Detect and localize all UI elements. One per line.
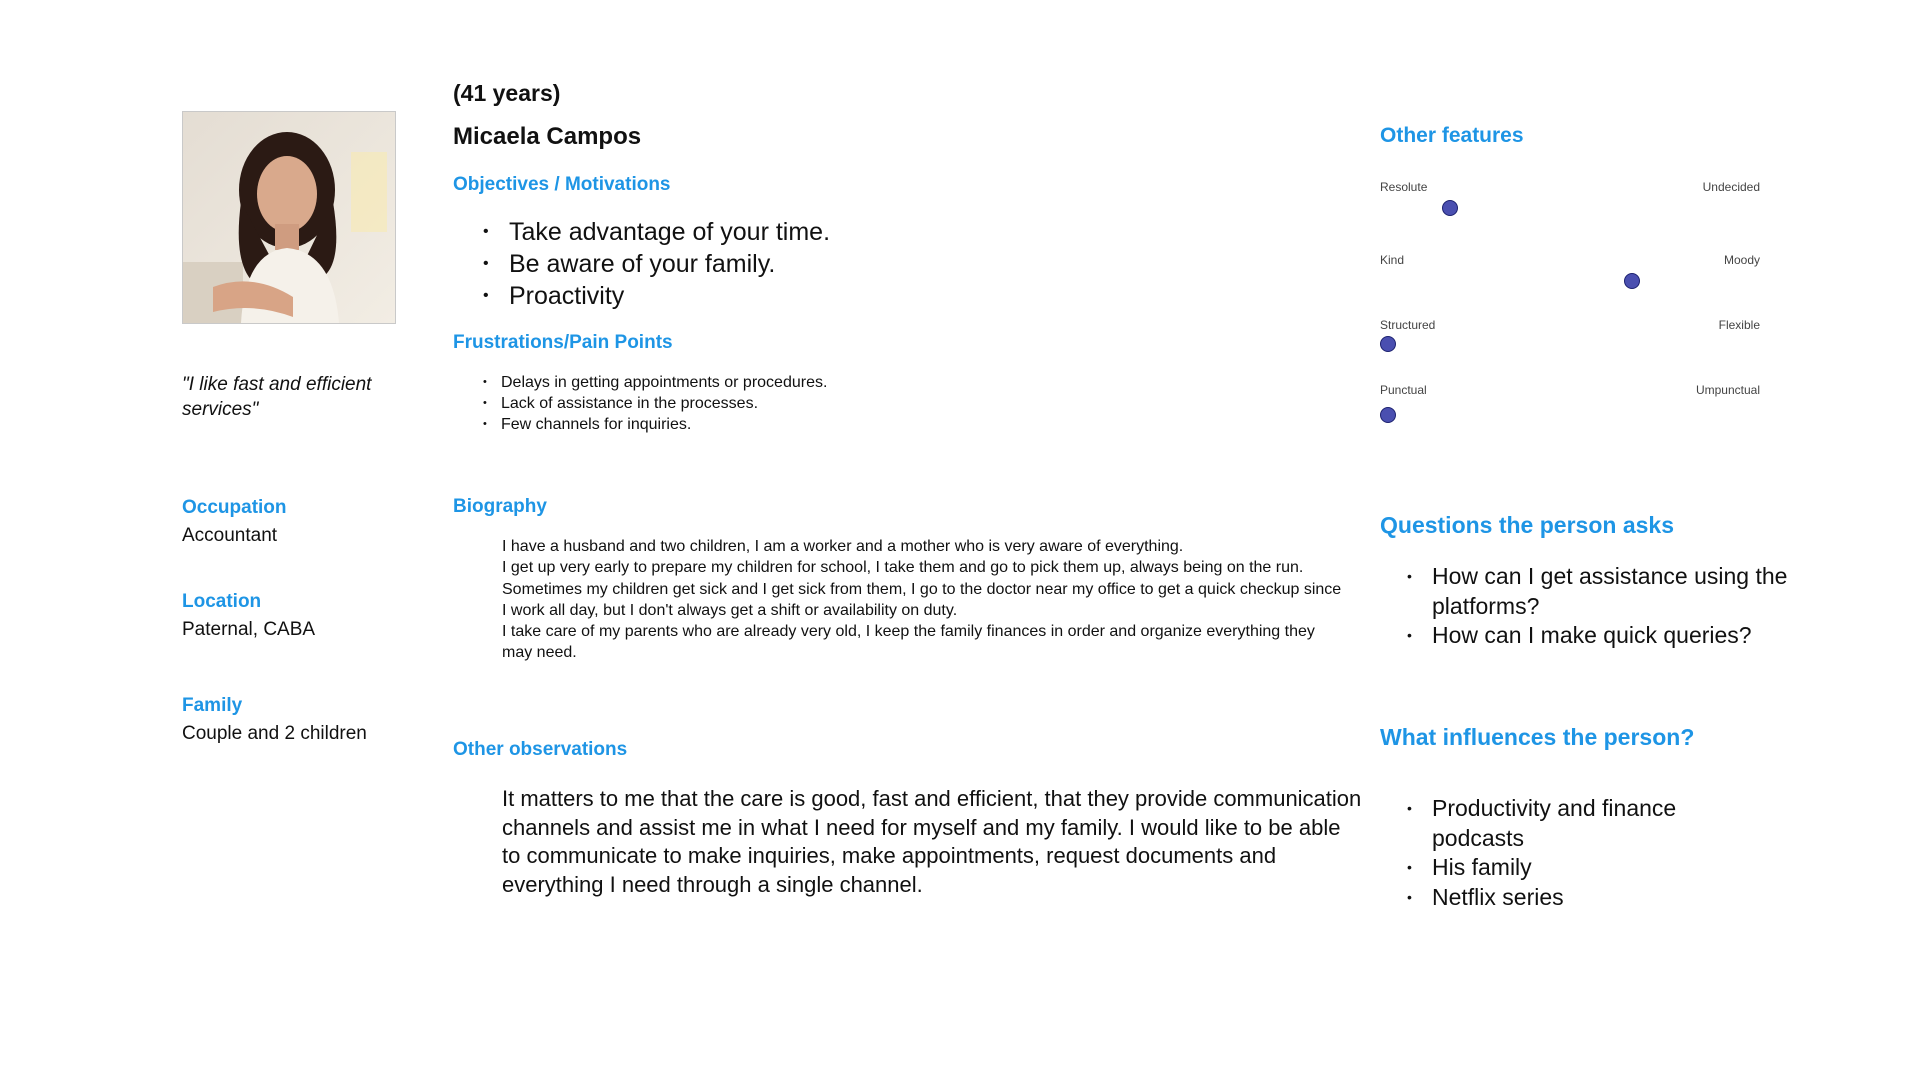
location-label: Location [182, 591, 262, 612]
trait-marker [1380, 407, 1396, 423]
trait-right-label: Flexible [1718, 318, 1760, 332]
list-item: • Proactivity [481, 280, 830, 312]
objectives-heading: Objectives / Motivations [453, 174, 671, 195]
occupation-value: Accountant [182, 525, 278, 546]
trait-left-label: Punctual [1380, 383, 1427, 397]
trait-marker [1624, 273, 1640, 289]
location-value: Paternal, CABA [182, 619, 316, 640]
list-item: • Delays in getting appointments or procedures. [481, 372, 827, 393]
trait-marker [1380, 336, 1396, 352]
list-item: • Netflix series [1405, 883, 1735, 913]
objectives-list [481, 216, 830, 312]
biography-paragraph: I have a husband and two children, I am a worker and a mother who is very aware of everything. [502, 538, 1184, 555]
trait-slider [1380, 180, 1760, 230]
list-item: • Be aware of your family. [481, 248, 830, 280]
occupation-label: Occupation [182, 497, 287, 518]
list-item: • His family [1405, 853, 1735, 883]
trait-slider [1380, 383, 1760, 433]
biography-paragraph: I take care of my parents who are already very old, I keep the family finances in order and organize everything they may need. [502, 623, 1315, 662]
trait-slider [1380, 253, 1760, 303]
person-portrait-icon [183, 112, 395, 323]
list-item: • Few channels for inquiries. [481, 414, 827, 435]
persona-age: (41 years) [453, 80, 561, 106]
list-item: • How can I make quick queries? [1405, 621, 1795, 651]
frustrations-heading: Frustrations/Pain Points [453, 332, 673, 353]
persona-name: Micaela Campos [453, 123, 642, 150]
list-item: • Take advantage of your time. [481, 216, 830, 248]
trait-right-label: Umpunctual [1695, 383, 1760, 397]
persona-quote: "I like fast and efficient services" [182, 374, 372, 420]
biography-text [502, 536, 1342, 664]
trait-left-label: Structured [1380, 318, 1436, 332]
biography-paragraph: I get up very early to prepare my children for school, I take them and go to pick them up, always being on the run. Sometimes my children get sick and I get sick from them, I go to the doctor near my office to get a quick checkup since I work all day, but I don't always get a shift or availability on duty. [502, 559, 1342, 619]
observations-text: It matters to me that the care is good, fast and efficient, that they provide communication channels and assist me in what I need for myself and my family. I would like to be able to communicate to make inquiries, make appointments, request documents and everything I need through a single channel. [502, 786, 1362, 897]
observations-heading: Other observations [453, 739, 628, 760]
trait-left-label: Resolute [1380, 180, 1428, 194]
list-item: • How can I get assistance using the platforms? [1405, 562, 1795, 621]
trait-slider [1380, 318, 1760, 368]
list-item: • Productivity and finance podcasts [1405, 794, 1735, 853]
trait-right-label: Moody [1723, 253, 1760, 267]
trait-left-label: Kind [1380, 253, 1405, 267]
family-value: Couple and 2 children [182, 723, 367, 744]
questions-list [1405, 562, 1795, 651]
family-label: Family [182, 695, 243, 716]
trait-right-label: Undecided [1702, 180, 1760, 194]
frustrations-list [481, 372, 827, 435]
biography-heading: Biography [453, 496, 547, 517]
influences-list [1405, 794, 1735, 912]
questions-heading: Questions the person asks [1380, 512, 1674, 538]
trait-marker [1442, 200, 1458, 216]
influences-heading: What influences the person? [1380, 724, 1695, 750]
features-heading: Other features [1380, 124, 1524, 147]
profile-photo [182, 111, 396, 324]
list-item: • Lack of assistance in the processes. [481, 393, 827, 414]
